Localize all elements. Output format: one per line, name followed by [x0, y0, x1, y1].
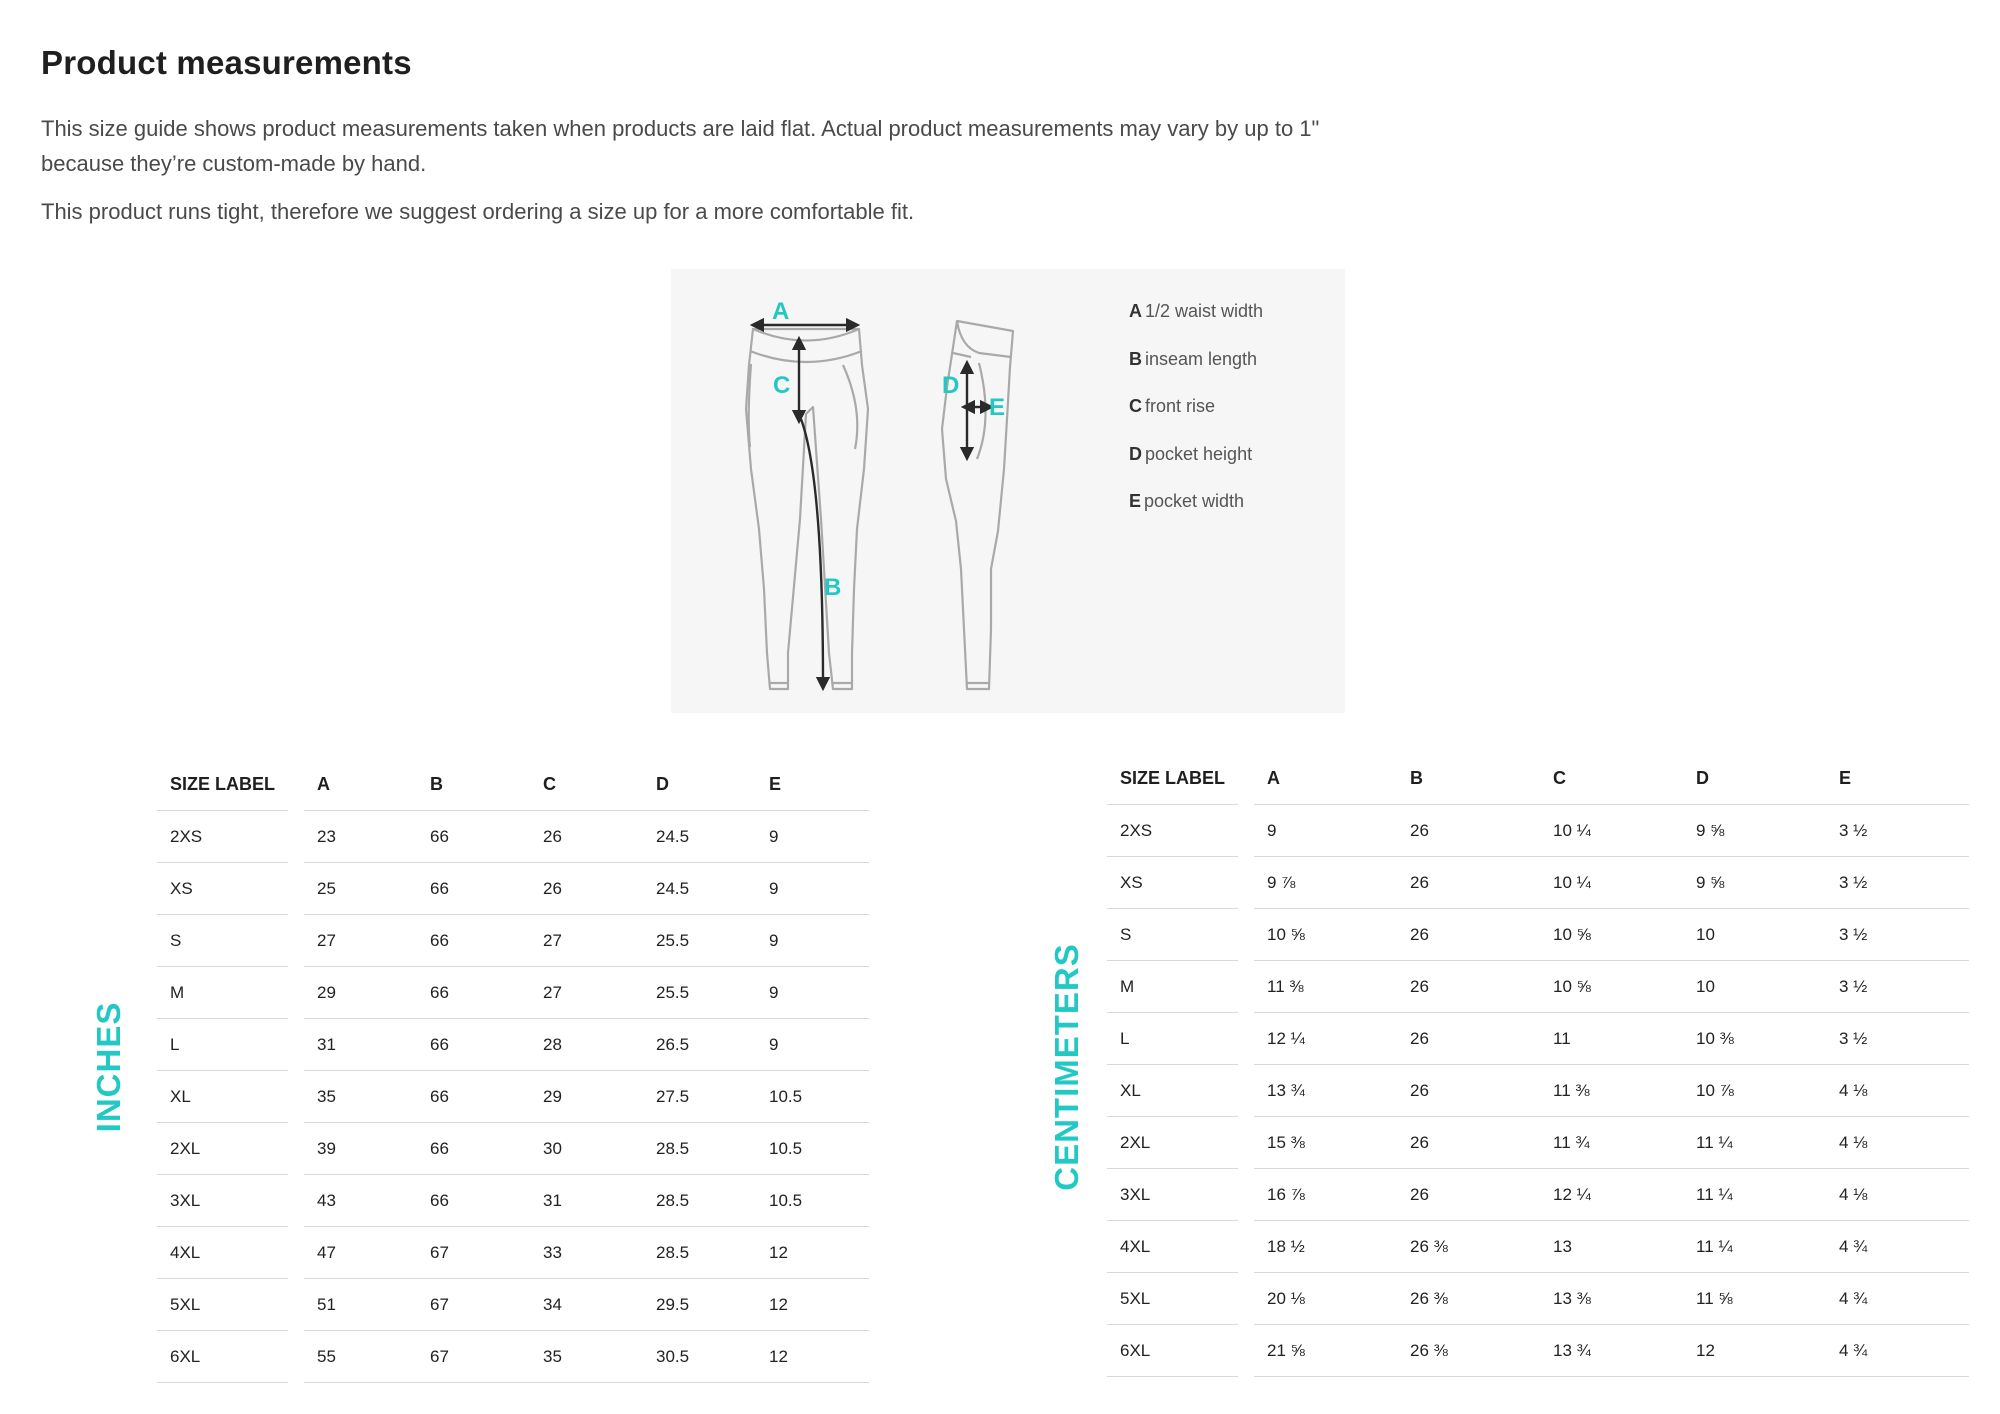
measurement-cell: 66	[417, 1071, 530, 1123]
measurement-cell: 21 ⅝	[1254, 1325, 1397, 1377]
measurement-cell: 11	[1540, 1013, 1683, 1065]
measurement-cell: 3 ½	[1826, 961, 1969, 1013]
column-gap	[288, 1175, 304, 1227]
measurement-cell: 66	[417, 1123, 530, 1175]
measurement-cell: 26 ⅜	[1397, 1221, 1540, 1273]
measurement-cell: 13	[1540, 1221, 1683, 1273]
measurement-cell: 4 ⅛	[1826, 1065, 1969, 1117]
measurement-cell: 24.5	[643, 811, 756, 863]
measurement-cell: 12	[1683, 1325, 1826, 1377]
measurement-cell: 13 ¾	[1540, 1325, 1683, 1377]
measurement-cell: 9	[756, 863, 869, 915]
measurement-cell: 28	[530, 1019, 643, 1071]
measurement-cell: 9 ⅞	[1254, 857, 1397, 909]
measurement-cell: 11 ¼	[1683, 1117, 1826, 1169]
table-row	[157, 1279, 869, 1331]
measurement-cell: 11 ⅜	[1254, 961, 1397, 1013]
measurement-cell: 10 ⅝	[1540, 909, 1683, 961]
measurement-cell: 15 ⅜	[1254, 1117, 1397, 1169]
measurement-cell: 10.5	[756, 1123, 869, 1175]
inches-size-table	[157, 758, 869, 1383]
column-gap	[288, 1227, 304, 1279]
measurement-cell: 13 ¾	[1254, 1065, 1397, 1117]
size-label-cell: 4XL	[1107, 1221, 1238, 1273]
measurement-cell: 67	[417, 1279, 530, 1331]
size-label-cell: XS	[1107, 857, 1238, 909]
column-gap	[1238, 909, 1254, 961]
measurement-cell: 66	[417, 1019, 530, 1071]
measurement-cell: 39	[304, 1123, 417, 1175]
measurement-cell: 26	[1397, 805, 1540, 857]
column-gap	[288, 1071, 304, 1123]
column-gap	[1238, 1273, 1254, 1325]
measurement-cell: 55	[304, 1331, 417, 1383]
size-label-cell: S	[1107, 909, 1238, 961]
diagram-label-a: A	[772, 298, 790, 325]
size-label-cell: 3XL	[157, 1175, 288, 1227]
size-label-cell: L	[1107, 1013, 1238, 1065]
measurement-cell: 9	[756, 811, 869, 863]
measurement-cell: 67	[417, 1227, 530, 1279]
measurement-cell: 25	[304, 863, 417, 915]
table-row	[1107, 1013, 1969, 1065]
measurement-cell: 27	[530, 915, 643, 967]
size-label-cell: L	[157, 1019, 288, 1071]
legend-item: A 1/2 waist width	[1129, 301, 1264, 321]
size-label-cell: M	[1107, 961, 1238, 1013]
inches-unit-label: INCHES	[90, 1001, 127, 1133]
size-label-cell: S	[157, 915, 288, 967]
measurement-cell: 26 ⅜	[1397, 1273, 1540, 1325]
measurement-cell: 9	[756, 967, 869, 1019]
measurement-cell: 3 ½	[1826, 857, 1969, 909]
measurement-cell: 10 ¼	[1540, 857, 1683, 909]
measurement-cell: 35	[530, 1331, 643, 1383]
measurement-cell: 23	[304, 811, 417, 863]
size-label-cell: XL	[1107, 1065, 1238, 1117]
table-row	[1107, 909, 1969, 961]
measurement-cell: 26	[530, 811, 643, 863]
measurement-cell: 10 ¼	[1540, 805, 1683, 857]
measurement-cell: 9	[756, 915, 869, 967]
table-row	[1107, 857, 1969, 909]
measurement-cell: 34	[530, 1279, 643, 1331]
measurement-cell: 27	[530, 967, 643, 1019]
column-gap	[1238, 805, 1254, 857]
measurement-cell: 66	[417, 915, 530, 967]
measurement-cell: 28.5	[643, 1227, 756, 1279]
table-row	[157, 1071, 869, 1123]
table-row	[157, 863, 869, 915]
column-gap	[1238, 1013, 1254, 1065]
column-header: B	[1397, 752, 1540, 805]
measurement-cell: 26	[1397, 1013, 1540, 1065]
front-view-leggings	[746, 329, 868, 689]
measurement-cell: 26	[1397, 857, 1540, 909]
measurement-cell: 11 ¾	[1540, 1117, 1683, 1169]
measurement-legend	[1129, 299, 1263, 537]
measurement-cell: 10 ⅞	[1683, 1065, 1826, 1117]
measurement-cell: 12	[756, 1227, 869, 1279]
table-row	[157, 1227, 869, 1279]
measurement-cell: 10 ⅝	[1254, 909, 1397, 961]
measurement-cell: 12	[756, 1279, 869, 1331]
measurement-cell: 28.5	[643, 1175, 756, 1227]
measurement-cell: 33	[530, 1227, 643, 1279]
table-row	[157, 1019, 869, 1071]
column-gap	[288, 758, 304, 811]
column-gap	[1238, 857, 1254, 909]
measurement-cell: 11 ⅝	[1683, 1273, 1826, 1325]
measurement-cell: 26 ⅜	[1397, 1325, 1540, 1377]
measurement-cell: 16 ⅞	[1254, 1169, 1397, 1221]
measurement-cell: 67	[417, 1331, 530, 1383]
table-row	[157, 1123, 869, 1175]
column-header: B	[417, 758, 530, 811]
measurement-cell: 10.5	[756, 1071, 869, 1123]
column-gap	[288, 967, 304, 1019]
diagram-label-d: D	[942, 372, 960, 399]
measurement-cell: 26	[530, 863, 643, 915]
table-row	[1107, 1169, 1969, 1221]
measurement-cell: 18 ½	[1254, 1221, 1397, 1273]
table-header-row	[157, 758, 869, 811]
measurement-cell: 31	[530, 1175, 643, 1227]
measurement-cell: 26	[1397, 909, 1540, 961]
measurement-cell: 10	[1683, 961, 1826, 1013]
size-label-cell: 2XL	[157, 1123, 288, 1175]
size-label-cell: M	[157, 967, 288, 1019]
measurement-cell: 13 ⅜	[1540, 1273, 1683, 1325]
size-label-cell: XS	[157, 863, 288, 915]
measurement-cell: 4 ⅛	[1826, 1169, 1969, 1221]
legend-item: E pocket width	[1129, 491, 1245, 511]
table-row	[157, 967, 869, 1019]
measurement-cell: 9 ⅝	[1683, 857, 1826, 909]
column-gap	[1238, 1169, 1254, 1221]
size-label-cell: XL	[157, 1071, 288, 1123]
measurement-cell: 3 ½	[1826, 909, 1969, 961]
table-row	[1107, 1221, 1969, 1273]
measurement-cell: 25.5	[643, 915, 756, 967]
measurement-cell: 12 ¼	[1540, 1169, 1683, 1221]
measurement-cell: 4 ⅛	[1826, 1117, 1969, 1169]
measurement-cell: 3 ½	[1826, 805, 1969, 857]
measurement-cell: 12	[756, 1331, 869, 1383]
table-header-row	[1107, 752, 1969, 805]
column-gap	[1238, 1221, 1254, 1273]
table-row	[157, 811, 869, 863]
column-header: A	[304, 758, 417, 811]
measurement-diagram	[671, 269, 1345, 713]
size-label-cell: 5XL	[157, 1279, 288, 1331]
measurement-cell: 10 ⅝	[1540, 961, 1683, 1013]
measurement-cell: 9	[1254, 805, 1397, 857]
measurement-cell: 9	[756, 1019, 869, 1071]
size-label-cell: 4XL	[157, 1227, 288, 1279]
column-gap	[1238, 1117, 1254, 1169]
measurement-cell: 11 ¼	[1683, 1169, 1826, 1221]
measurement-cell: 66	[417, 1175, 530, 1227]
measurement-cell: 10.5	[756, 1175, 869, 1227]
legend-item: D pocket height	[1129, 443, 1253, 464]
column-gap	[1238, 1325, 1254, 1377]
measurement-cell: 27.5	[643, 1071, 756, 1123]
table-row	[1107, 961, 1969, 1013]
measurement-cell: 4 ¾	[1826, 1221, 1969, 1273]
diagram-label-c: C	[773, 372, 791, 399]
size-label-cell: 2XS	[1107, 805, 1238, 857]
column-header: SIZE LABEL	[157, 758, 288, 811]
measurement-cell: 43	[304, 1175, 417, 1227]
legend-item: C front rise	[1129, 396, 1216, 416]
measurement-cell: 26	[1397, 1169, 1540, 1221]
measurement-cell: 26	[1397, 1065, 1540, 1117]
size-label-cell: 2XL	[1107, 1117, 1238, 1169]
legend-item: B inseam length	[1129, 348, 1258, 369]
table-row	[157, 1175, 869, 1227]
table-row	[1107, 1065, 1969, 1117]
measurement-cell: 30.5	[643, 1331, 756, 1383]
table-row	[157, 1331, 869, 1383]
size-label-cell: 3XL	[1107, 1169, 1238, 1221]
column-gap	[288, 915, 304, 967]
table-row	[1107, 805, 1969, 857]
column-header: A	[1254, 752, 1397, 805]
column-header: D	[643, 758, 756, 811]
measurement-cell: 27	[304, 915, 417, 967]
measurement-cell: 25.5	[643, 967, 756, 1019]
measurement-cell: 11 ⅜	[1540, 1065, 1683, 1117]
column-gap	[1238, 1065, 1254, 1117]
measurement-cell: 26.5	[643, 1019, 756, 1071]
size-label-cell: 5XL	[1107, 1273, 1238, 1325]
column-gap	[288, 1019, 304, 1071]
column-header: SIZE LABEL	[1107, 752, 1238, 805]
size-label-cell: 2XS	[157, 811, 288, 863]
measurement-cell: 3 ½	[1826, 1013, 1969, 1065]
centimeters-size-table	[1107, 752, 1969, 1377]
size-guide-description: This size guide shows product measurements taken when products are laid flat. Actual product measurements may vary by up to 1" because they’re custom-made by hand.	[41, 116, 1320, 176]
measurement-cell: 29.5	[643, 1279, 756, 1331]
measurement-cell: 66	[417, 863, 530, 915]
measurement-cell: 10	[1683, 909, 1826, 961]
measurement-cell: 29	[304, 967, 417, 1019]
column-gap	[288, 811, 304, 863]
measurement-cell: 11 ¼	[1683, 1221, 1826, 1273]
column-header: E	[1826, 752, 1969, 805]
column-header: D	[1683, 752, 1826, 805]
diagram-label-e: E	[989, 394, 1006, 421]
column-header: C	[530, 758, 643, 811]
column-gap	[288, 1279, 304, 1331]
measurement-cell: 28.5	[643, 1123, 756, 1175]
measurement-cell: 10 ⅜	[1683, 1013, 1826, 1065]
column-header: C	[1540, 752, 1683, 805]
table-row	[1107, 1325, 1969, 1377]
column-header: E	[756, 758, 869, 811]
measurement-cell: 31	[304, 1019, 417, 1071]
table-row	[157, 915, 869, 967]
measurement-cell: 66	[417, 811, 530, 863]
column-gap	[1238, 961, 1254, 1013]
column-gap	[288, 1331, 304, 1383]
measurement-cell: 4 ¾	[1826, 1325, 1969, 1377]
measurement-cell: 26	[1397, 961, 1540, 1013]
measurement-cell: 9 ⅝	[1683, 805, 1826, 857]
column-gap	[288, 1123, 304, 1175]
fit-note: This product runs tight, therefore we suggest ordering a size up for a more comfortable fit.	[41, 199, 915, 224]
measurement-cell: 30	[530, 1123, 643, 1175]
measurement-cell: 20 ⅛	[1254, 1273, 1397, 1325]
table-row	[1107, 1273, 1969, 1325]
diagram-label-b: B	[824, 574, 842, 601]
measurement-cell: 29	[530, 1071, 643, 1123]
table-row	[1107, 1117, 1969, 1169]
centimeters-unit-label: CENTIMETERS	[1048, 943, 1085, 1191]
measurement-cell: 12 ¼	[1254, 1013, 1397, 1065]
measurement-cell: 4 ¾	[1826, 1273, 1969, 1325]
size-label-cell: 6XL	[157, 1331, 288, 1383]
measurement-cell: 26	[1397, 1117, 1540, 1169]
measurement-cell: 47	[304, 1227, 417, 1279]
size-label-cell: 6XL	[1107, 1325, 1238, 1377]
measurement-cell: 66	[417, 967, 530, 1019]
column-gap	[288, 863, 304, 915]
page-title: Product measurements	[41, 44, 412, 81]
measurement-cell: 35	[304, 1071, 417, 1123]
column-gap	[1238, 752, 1254, 805]
measurement-cell: 51	[304, 1279, 417, 1331]
measurement-cell: 24.5	[643, 863, 756, 915]
